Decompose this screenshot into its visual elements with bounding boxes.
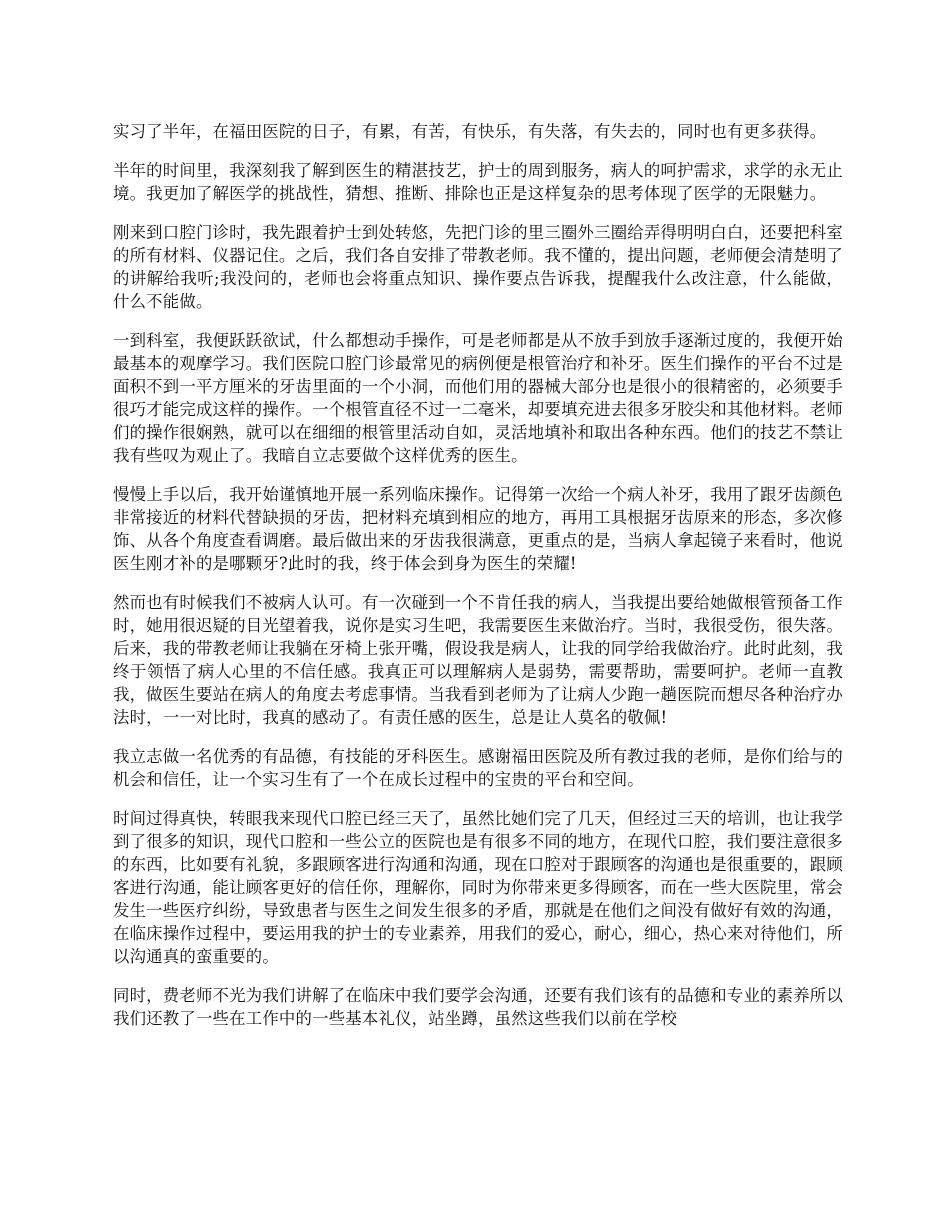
paragraph-4: 一到科室，我便跃跃欲试，什么都想动手操作，可是老师都是从不放手到放手逐渐过度的，我便开始最基本的观摩学习。我们医院口腔门诊最常见的病例便是根管治疗和补牙。医生们操作的平台不过是面积不到一平方厘米的牙齿里面的一个小洞，而他们用的器械大部分也是很小的很精密的，必须要手很巧才能完成这样的操作。一个根管直径不过一二毫米，却要填充进去很多牙胶尖和其他材料。老师们的操作很娴熟，就可以在细细的根管里活动自如，灵活地填补和取出各种东西。他们的技艺不禁让我有些叹为观止了。我暗自立志要做个这样优秀的医生。: [113, 331, 843, 465]
document-body: [113, 120, 843, 1046]
paragraph-9: 同时，费老师不光为我们讲解了在临床中我们要学会沟通，还要有我们该有的品德和专业的素养所以我们还教了一些在工作中的一些基本礼仪，站坐蹲，虽然这些我们以前在学校: [113, 986, 843, 1028]
paragraph-5: 慢慢上手以后，我开始谨慎地开展一系列临床操作。记得第一次给一个病人补牙，我用了跟牙齿颜色非常接近的材料代替缺损的牙齿，把材料充填到相应的地方，再用工具根据牙齿原来的形态，多次修饰、从各个角度查看调磨。最后做出来的牙齿我很满意，更重点的是，当病人拿起镜子来看时，他说医生刚才补的是哪颗牙?此时的我，终于体会到身为医生的荣耀!: [113, 485, 843, 573]
paragraph-8: 时间过得真快，转眼我来现代口腔已经三天了，虽然比她们完了几天，但经过三天的培训，也让我学到了很多的知识，现代口腔和一些公立的医院也是有很多不同的地方，在现代口腔，我们要注意很多的东西，比如要有礼貌，多跟顾客进行沟通和沟通，现在口腔对于跟顾客的沟通也是很重要的，跟顾客进行沟通，能让顾客更好的信任你，理解你，同时为你带来更多得顾客，而在一些大医院里，常会发生一些医疗纠纷，导致患者与医生之间发生很多的矛盾，那就是在他们之间没有做好有效的沟通，在临床操作过程中，要运用我的护士的专业素养，用我们的爱心，耐心，细心，热心来对待他们，所以沟通真的蛮重要的。: [113, 809, 843, 966]
paragraph-7: 我立志做一名优秀的有品德，有技能的牙科医生。感谢福田医院及所有教过我的老师，是你们给与的机会和信任，让一个实习生有了一个在成长过程中的宝贵的平台和空间。: [113, 747, 843, 789]
paragraph-2: 半年的时间里，我深刻我了解到医生的精湛技艺，护士的周到服务，病人的呵护需求，求学的永无止境。我更加了解医学的挑战性，猜想、推断、排除也正是这样复杂的思考体现了医学的无限魅力。: [113, 161, 843, 203]
paragraph-1: 实习了半年，在福田医院的日子，有累，有苦，有快乐，有失落，有失去的，同时也有更多获得。: [113, 122, 827, 141]
paragraph-3: 刚来到口腔门诊时，我先跟着护士到处转悠，先把门诊的里三圈外三圈给弄得明明白白，还要把科室的所有材料、仪器记住。之后，我们各自安排了带教老师。我不懂的，提出问题，老师便会清楚明了的讲解给我听;我没问的，老师也会将重点知识、操作要点告诉我，提醒我什么改注意，什么能做，什么不能做。: [113, 223, 843, 311]
paragraph-6: 然而也有时候我们不被病人认可。有一次碰到一个不肯任我的病人，当我提出要给她做根管预备工作时，她用很迟疑的目光望着我，说你是实习生吧，我需要医生来做治疗。当时，我很受伤，很失落。后来，我的带教老师让我躺在牙椅上张开嘴，假设我是病人，让我的同学给我做治疗。此时此刻，我终于领悟了病人心里的不信任感。我真正可以理解病人是弱势，需要帮助，需要呵护。老师一直教我，做医生要站在病人的角度去考虑事情。当我看到老师为了让病人少跑一趟医院而想尽各种治疗办法时，一一对比时，我真的感动了。有责任感的医生，总是让人莫名的敬佩!: [113, 593, 843, 727]
